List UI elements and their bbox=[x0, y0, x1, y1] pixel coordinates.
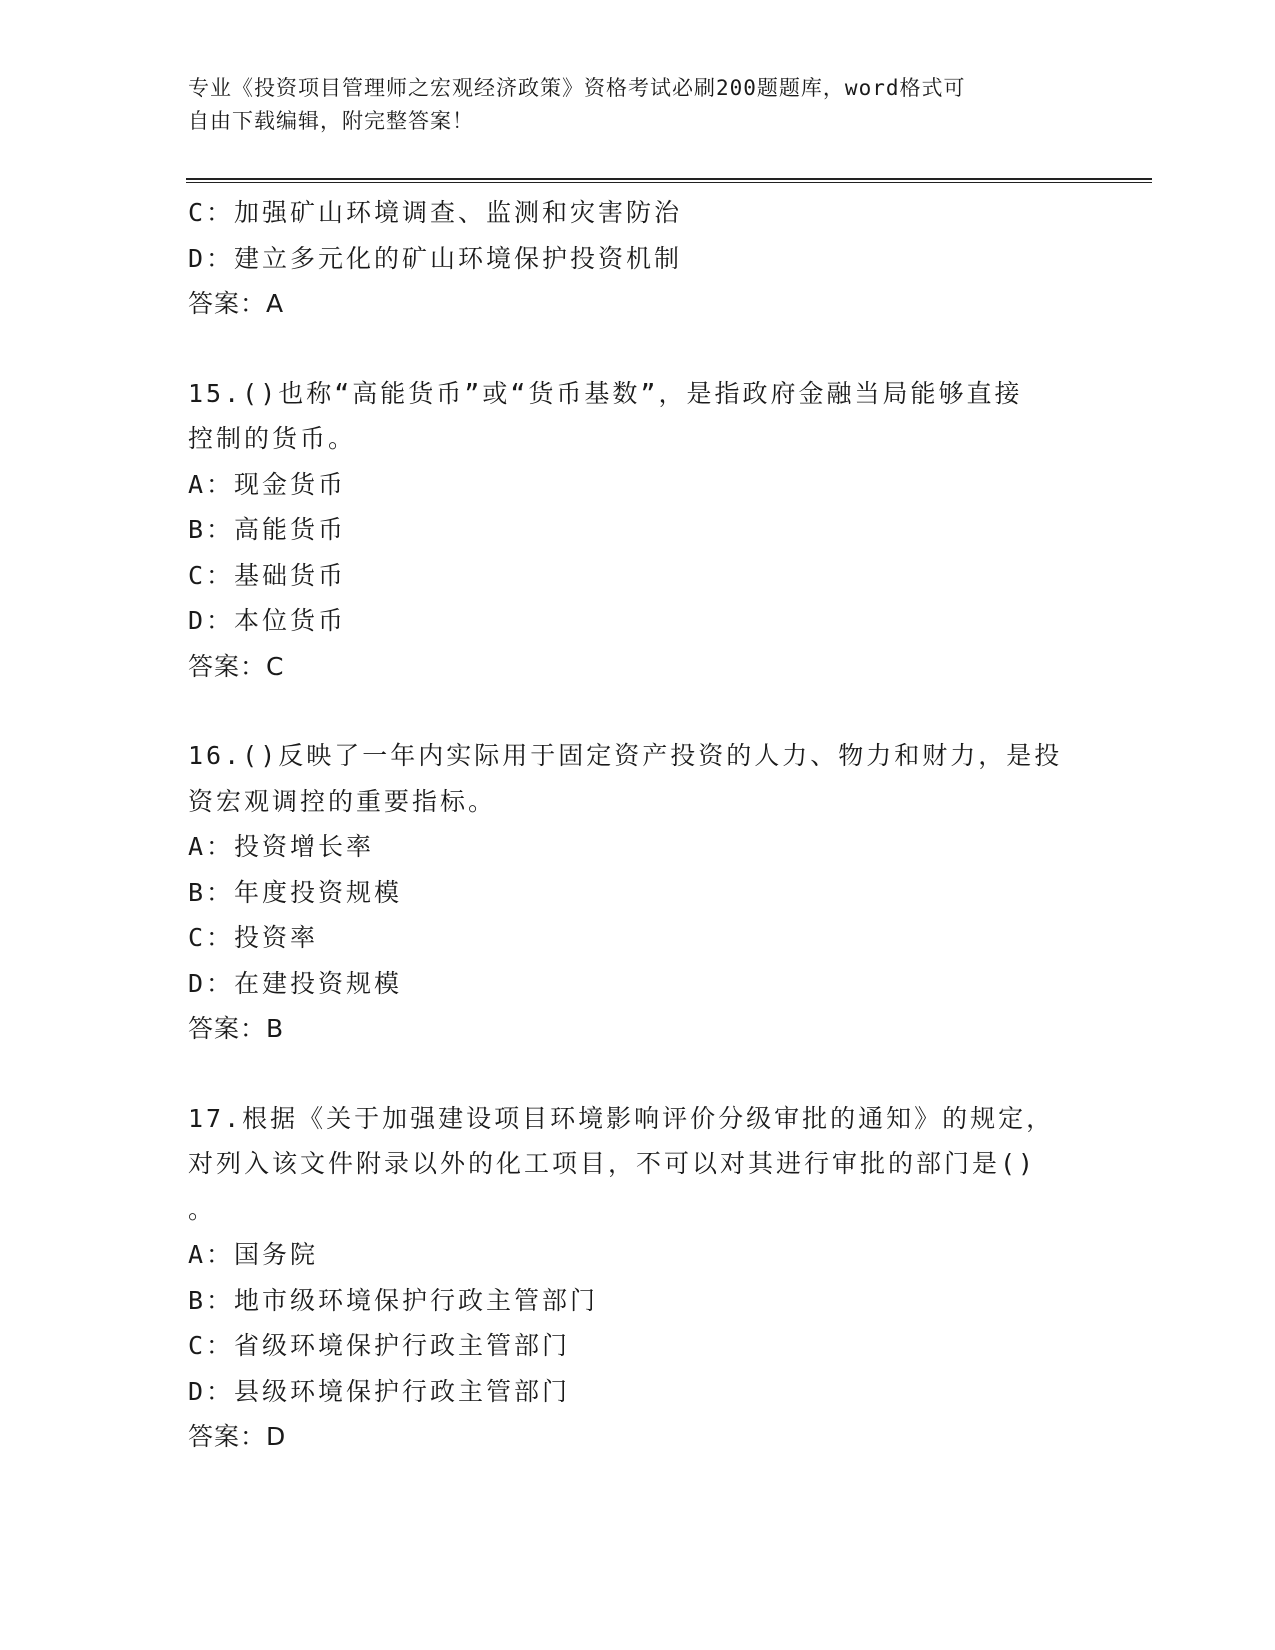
option-b: B：地市级环境保护行政主管部门 bbox=[188, 1285, 599, 1315]
answer: 答案：B bbox=[188, 1014, 285, 1043]
question-14-continued bbox=[188, 190, 1088, 327]
option-d: D：在建投资规模 bbox=[188, 968, 403, 998]
question-stem: 16.()反映了一年内实际用于固定资产投资的人力、物力和财力，是投 bbox=[188, 741, 1063, 770]
question-stem-cont: 对列入该文件附录以外的化工项目，不可以对其进行审批的部门是() bbox=[188, 1149, 1037, 1178]
option-c: C：省级环境保护行政主管部门 bbox=[188, 1331, 571, 1360]
option-c: C：投资率 bbox=[188, 923, 319, 952]
header-divider-thick bbox=[186, 178, 1152, 180]
option-d: D：本位货币 bbox=[188, 606, 347, 635]
option-a: A：投资增长率 bbox=[188, 832, 375, 861]
question-16 bbox=[188, 733, 1088, 1052]
option-d: D：建立多元化的矿山环境保护投资机制 bbox=[188, 243, 683, 273]
option-d: D：县级环境保护行政主管部门 bbox=[188, 1376, 571, 1406]
option-a: A：国务院 bbox=[188, 1240, 319, 1269]
option-c: C：基础货币 bbox=[188, 560, 347, 590]
header-line-1: 专业《投资项目管理师之宏观经济政策》资格考试必刷200题题库，word格式可 bbox=[188, 76, 966, 100]
question-content bbox=[188, 190, 1088, 1460]
answer: 答案：D bbox=[188, 1422, 287, 1451]
option-a: A：现金货币 bbox=[188, 469, 347, 499]
question-stem: 17.根据《关于加强建设项目环境影响评价分级审批的通知》的规定， bbox=[188, 1103, 1055, 1133]
header-line-2: 自由下载编辑，附完整答案！ bbox=[188, 109, 474, 133]
option-b: B：高能货币 bbox=[188, 515, 347, 544]
option-b: B：年度投资规模 bbox=[188, 877, 403, 907]
question-stem-end: 。 bbox=[188, 1194, 217, 1224]
question-15 bbox=[188, 371, 1088, 690]
answer: 答案：A bbox=[188, 289, 285, 318]
question-17 bbox=[188, 1096, 1088, 1460]
question-stem: 15.()也称“高能货币”或“货币基数”，是指政府金融当局能够直接 bbox=[188, 378, 1023, 408]
question-stem-cont: 控制的货币。 bbox=[188, 424, 357, 453]
document-header bbox=[188, 72, 1068, 138]
question-stem-cont: 资宏观调控的重要指标。 bbox=[188, 786, 497, 816]
answer: 答案：C bbox=[188, 651, 285, 681]
header-divider-thin bbox=[186, 182, 1152, 183]
option-c: C：加强矿山环境调查、监测和灾害防治 bbox=[188, 198, 683, 227]
